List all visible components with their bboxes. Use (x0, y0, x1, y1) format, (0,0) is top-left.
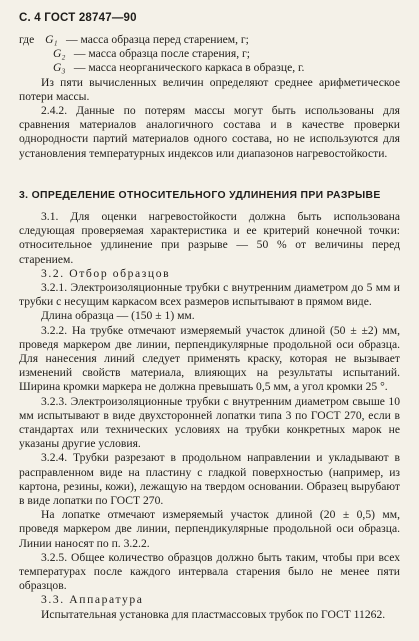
paragraph-3-1: 3.1. Для оценки нагревостойкости должна быть использована следующая проверяемая характеристика и ее критерий конечной точки: относительное удлинение при разрыве — 50 % от величины перед старением. (19, 210, 400, 266)
section-heading: 3. ОПРЕДЕЛЕНИЕ ОТНОСИТЕЛЬНОГО УДЛИНЕНИЯ ПРИ РАЗРЫВЕ (19, 190, 381, 201)
symbol-g1: G₁ (45, 33, 58, 46)
paragraph-marking: На лопатке отмечают измеряемый участок длиной (20 ± 0,5) мм, проведя маркером две линии, перпендикулярные продольной оси образца. Линии наносят по п. 3.2.2. (19, 508, 400, 550)
definition-g2: G₂ — масса образца после старения, г; (53, 47, 250, 61)
paragraph-3-2-4: 3.2.4. Трубки разрезают в продольном направлении и укладывают в расправленном виде на пластину с гладкой поверхностью (например, из картона, резины, кожи), лежащую на твердом основании. Образец вырубают в виде лопатки по ГОСТ 270. (19, 451, 400, 508)
paragraph-3-2-3: 3.2.3. Электроизоляционные трубки с внутренним диаметром свыше 10 мм испытывают в виде двухсторонней лопатки типа 3 по ГОСТ 270, если в стандартах или технических условиях на трубки конкретных марок не указаны другие условия. (19, 394, 400, 451)
symbol-g2: G₂ (53, 47, 66, 61)
paragraph-apparatus: Испытательная установка для пластмассовых трубок по ГОСТ 11262. (41, 607, 386, 621)
symbol-g3: G₃ (53, 61, 66, 75)
page-header: С. 4 ГОСТ 28747—90 (19, 12, 137, 24)
paragraph-3-2-2: 3.2.2. На трубке отмечают измеряемый участок длиной (50 ± ±2) мм, проведя маркером две линии, перпендикулярные продольной оси образца. Для нанесения линий следует применять краску, которая не вызывает изменений свойств материала, влияющих на результаты испытаний. Ширина кромки маркера не должна превышать 0,5 мм, а угол кромки 25 °. (19, 323, 400, 394)
paragraph-2-4-2: 2.4.2. Данные по потерям массы могут быть использованы для сравнения материалов аналогичного состава и в качестве проверки однородности партий материалов одного состава, но не используются для установления температурных индексов или диапазонов нагревостойкости. (19, 104, 400, 160)
definition-g3: G₃ — масса неорганического каркаса в образце, г. (53, 61, 305, 75)
paragraph-mean-loss: Из пяти вычисленных величин определяют среднее арифметическое потери массы. (19, 75, 400, 103)
paragraph-sample-length: Длина образца — (150 ± 1) мм. (41, 309, 195, 323)
paragraph-3-2-1: 3.2.1. Электроизоляционные трубки с внутренним диаметром до 5 мм и трубки с несущим каркасом всех размеров испытывают в прямом виде. (19, 281, 400, 309)
definition-g1: где G₁ — масса образца перед старением, г; (19, 33, 249, 46)
subheading-3-3: 3.3. Аппаратура (41, 593, 144, 607)
paragraph-3-2-5: 3.2.5. Общее количество образцов должно быть таким, чтобы при всех температурах после каждого интервала старения было не менее пяти образцов. (19, 550, 400, 593)
definitions-block (19, 33, 400, 161)
subheading-3-2: 3.2. Отбор образцов (41, 266, 171, 280)
section-body (19, 210, 400, 622)
